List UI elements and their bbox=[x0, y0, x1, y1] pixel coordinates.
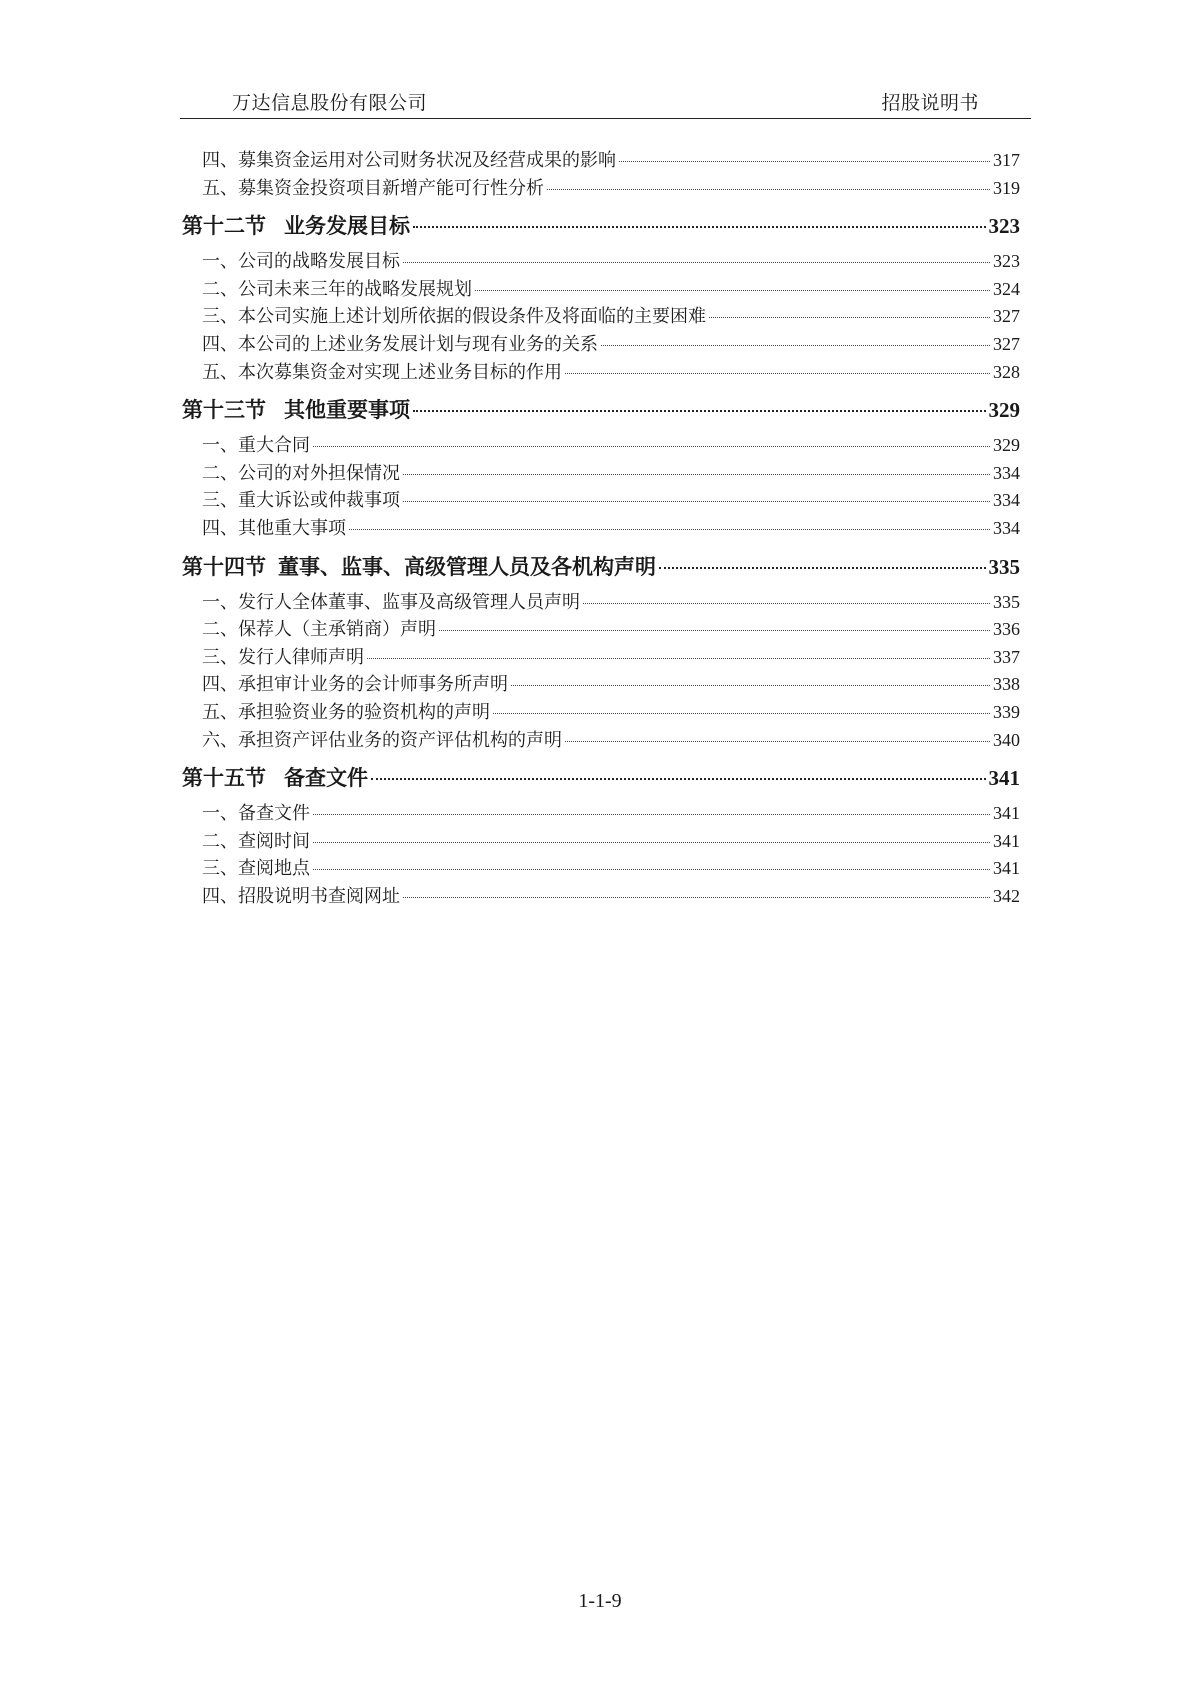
dot-leader bbox=[403, 262, 990, 263]
toc-item-label: 三、重大诉讼或仲裁事项 bbox=[202, 490, 400, 512]
dot-leader bbox=[583, 603, 990, 604]
toc-section-label bbox=[182, 762, 368, 792]
toc-item[interactable] bbox=[182, 174, 1020, 202]
toc-item[interactable] bbox=[182, 247, 1020, 275]
toc-item-label: 三、本公司实施上述计划所依据的假设条件及将面临的主要困难 bbox=[202, 306, 706, 328]
toc-item[interactable] bbox=[182, 643, 1020, 671]
page-header bbox=[180, 84, 1031, 119]
toc-item-page: 324 bbox=[993, 278, 1020, 299]
dot-leader bbox=[439, 630, 990, 631]
toc-item-page: 319 bbox=[993, 177, 1020, 198]
toc-item[interactable] bbox=[182, 431, 1020, 459]
toc-item-label: 二、公司未来三年的战略发展规划 bbox=[202, 278, 472, 300]
toc-item[interactable] bbox=[182, 827, 1020, 855]
toc-item[interactable] bbox=[182, 615, 1020, 643]
dot-leader bbox=[367, 658, 990, 659]
toc-item-page: 329 bbox=[993, 435, 1020, 456]
toc-item[interactable] bbox=[182, 459, 1020, 487]
dot-leader bbox=[601, 345, 990, 346]
dot-leader bbox=[349, 529, 990, 530]
toc-item-page: 335 bbox=[993, 591, 1020, 612]
toc-item[interactable] bbox=[182, 854, 1020, 882]
toc-item-page: 338 bbox=[993, 674, 1020, 695]
dot-leader bbox=[313, 446, 990, 447]
dot-leader bbox=[313, 814, 990, 815]
toc-item[interactable] bbox=[182, 698, 1020, 726]
toc-item-label: 四、招股说明书查阅网址 bbox=[202, 885, 400, 907]
toc-item-label: 一、公司的战略发展目标 bbox=[202, 251, 400, 273]
dot-leader bbox=[659, 567, 986, 569]
dot-leader bbox=[547, 189, 990, 190]
section-number: 第十二节 bbox=[182, 214, 266, 239]
toc-item-page: 327 bbox=[993, 306, 1020, 327]
toc-item[interactable] bbox=[182, 486, 1020, 514]
page-number: 1-1-9 bbox=[578, 1590, 622, 1612]
dot-leader bbox=[403, 501, 990, 502]
section-number: 第十三节 bbox=[182, 398, 266, 423]
toc-section-14[interactable] bbox=[182, 542, 1020, 588]
toc-item-label: 三、查阅地点 bbox=[202, 858, 310, 880]
toc-item-page: 341 bbox=[993, 803, 1020, 824]
toc-item-label: 四、承担审计业务的会计师事务所声明 bbox=[202, 674, 508, 696]
toc-item-label: 五、本次募集资金对实现上述业务目标的作用 bbox=[202, 361, 562, 383]
toc-item-page: 339 bbox=[993, 701, 1020, 722]
toc-item-label: 一、重大合同 bbox=[202, 435, 310, 457]
toc-item-label: 二、公司的对外担保情况 bbox=[202, 462, 400, 484]
toc-section-label bbox=[182, 394, 410, 424]
document-type: 招股说明书 bbox=[881, 92, 979, 114]
toc-item[interactable] bbox=[182, 275, 1020, 303]
toc-item-page: 341 bbox=[993, 830, 1020, 851]
toc-item-page: 328 bbox=[993, 361, 1020, 382]
dot-leader bbox=[313, 842, 990, 843]
toc-item-label: 三、发行人律师声明 bbox=[202, 646, 364, 668]
toc-item-label: 二、保荐人（主承销商）声明 bbox=[202, 619, 436, 641]
toc-item-label: 五、募集资金投资项目新增产能可行性分析 bbox=[202, 177, 544, 199]
toc-section-13[interactable] bbox=[182, 385, 1020, 431]
toc-item-page: 334 bbox=[993, 462, 1020, 483]
toc-item-label: 五、承担验资业务的验资机构的声明 bbox=[202, 701, 490, 723]
dot-leader bbox=[511, 685, 990, 686]
toc-item-page: 317 bbox=[993, 150, 1020, 170]
section-title: 董事、监事、高级管理人员及各机构声明 bbox=[278, 554, 656, 579]
toc-item[interactable] bbox=[182, 302, 1020, 330]
dot-leader bbox=[493, 713, 990, 714]
toc-item[interactable] bbox=[182, 726, 1020, 754]
toc-section-12[interactable] bbox=[182, 201, 1020, 247]
toc-item[interactable] bbox=[182, 799, 1020, 827]
toc-item-label: 一、发行人全体董事、监事及高级管理人员声明 bbox=[202, 591, 580, 613]
toc-section-label bbox=[182, 210, 410, 240]
toc-item-page: 327 bbox=[993, 333, 1020, 354]
toc-item-label: 六、承担资产评估业务的资产评估机构的声明 bbox=[202, 729, 562, 751]
toc-item-page: 336 bbox=[993, 619, 1020, 640]
section-title: 备查文件 bbox=[284, 766, 368, 791]
dot-leader bbox=[371, 778, 986, 780]
toc-item-page: 342 bbox=[993, 885, 1020, 906]
toc-item-label: 二、查阅时间 bbox=[202, 830, 310, 852]
toc-item[interactable] bbox=[182, 670, 1020, 698]
toc-section-page: 329 bbox=[988, 398, 1020, 423]
toc-item-label: 四、募集资金运用对公司财务状况及经营成果的影响 bbox=[202, 150, 616, 171]
toc-item[interactable] bbox=[182, 882, 1020, 910]
toc-item[interactable] bbox=[182, 588, 1020, 616]
dot-leader bbox=[403, 474, 990, 475]
toc-item[interactable] bbox=[182, 146, 1020, 174]
table-of-contents bbox=[182, 146, 1020, 909]
toc-item-label: 一、备查文件 bbox=[202, 803, 310, 825]
toc-item-label: 四、其他重大事项 bbox=[202, 517, 346, 539]
toc-section-page: 323 bbox=[988, 214, 1020, 239]
toc-section-page: 335 bbox=[988, 554, 1020, 579]
section-number: 第十五节 bbox=[182, 766, 266, 791]
toc-section-page: 341 bbox=[988, 766, 1020, 791]
section-number: 第十四节 bbox=[182, 554, 266, 579]
company-name: 万达信息股份有限公司 bbox=[232, 92, 428, 114]
toc-item[interactable] bbox=[182, 358, 1020, 386]
toc-section-15[interactable] bbox=[182, 753, 1020, 799]
dot-leader bbox=[565, 373, 990, 374]
toc-item-page: 337 bbox=[993, 646, 1020, 667]
toc-item-page: 340 bbox=[993, 729, 1020, 750]
dot-leader bbox=[565, 741, 990, 742]
toc-item[interactable] bbox=[182, 514, 1020, 542]
dot-leader bbox=[619, 161, 990, 162]
section-title: 业务发展目标 bbox=[284, 214, 410, 239]
dot-leader bbox=[709, 317, 990, 318]
toc-item-page: 341 bbox=[993, 858, 1020, 879]
dot-leader bbox=[413, 226, 986, 228]
toc-item-page: 323 bbox=[993, 251, 1020, 272]
toc-section-label bbox=[182, 551, 656, 581]
toc-item-page: 334 bbox=[993, 517, 1020, 538]
dot-leader bbox=[475, 290, 990, 291]
section-title: 其他重要事项 bbox=[284, 398, 410, 423]
dot-leader bbox=[413, 410, 986, 412]
toc-item-label: 四、本公司的上述业务发展计划与现有业务的关系 bbox=[202, 333, 598, 355]
toc-item-page: 334 bbox=[993, 490, 1020, 511]
dot-leader bbox=[313, 869, 990, 870]
toc-item[interactable] bbox=[182, 330, 1020, 358]
dot-leader bbox=[403, 897, 990, 898]
